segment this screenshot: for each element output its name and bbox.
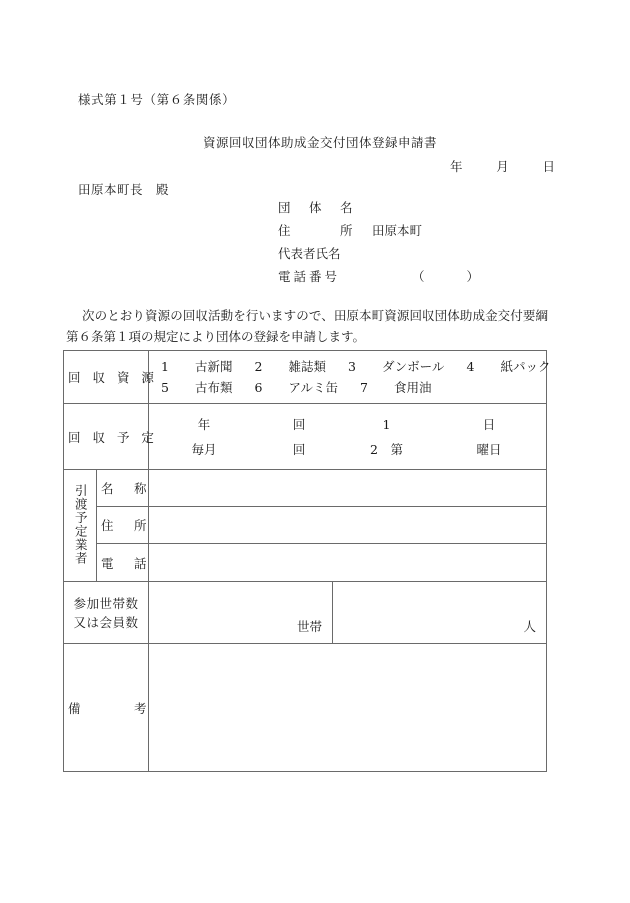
handover-name-value[interactable] — [149, 470, 547, 507]
schedule-month-label: 毎月 — [191, 442, 217, 457]
table-row-resources — [64, 351, 547, 404]
addressee: 田原本町長 殿 — [78, 182, 170, 197]
resource-name-4: 紙パック — [500, 359, 551, 374]
household-count-cell[interactable] — [149, 582, 333, 644]
handover-vertical-label — [64, 470, 97, 582]
resources-label: 回 収 資 源 — [64, 351, 149, 404]
schedule-count-label-2: 回 — [292, 442, 306, 457]
table-row-households — [64, 582, 547, 644]
resource-num-2: 2 — [254, 359, 263, 374]
resource-num-7: 7 — [360, 380, 368, 395]
remarks-value[interactable] — [149, 644, 547, 772]
resources-line-1 — [161, 356, 551, 377]
table-row-handover-name — [64, 470, 547, 507]
table-row-handover-phone — [64, 544, 547, 582]
resource-name-6: アルミ缶 — [288, 380, 339, 395]
households-label-line-1: 参加世帯数 — [73, 595, 139, 611]
resource-num-5: 5 — [161, 380, 169, 395]
application-table — [63, 350, 551, 772]
resources-line-2 — [161, 377, 546, 398]
address-label: 住 所 — [278, 223, 356, 238]
date-month-label: 月 — [496, 159, 509, 174]
address-value[interactable]: 田原本町 — [372, 223, 423, 238]
schedule-option-2: 2 第 — [370, 442, 403, 457]
phone-open-paren: （ — [412, 269, 425, 284]
schedule-row-yearly — [149, 412, 546, 437]
handover-phone-label: 電 話 — [97, 544, 149, 582]
applicant-representative-row — [278, 242, 479, 265]
applicant-phone-row — [278, 265, 479, 288]
handover-label-text: 引渡予定業者 — [73, 483, 89, 565]
phone-label: 電話番号 — [278, 269, 341, 284]
handover-phone-value[interactable] — [149, 544, 547, 582]
resource-name-5: 古布類 — [195, 380, 233, 395]
member-count-unit: 人 — [523, 618, 537, 634]
resource-num-6: 6 — [254, 380, 263, 395]
body-paragraph: 次のとおり資源の回収活動を行いますので、田原本町資源回収団体助成金交付要綱第６条第１項の規定により団体の登録を申請します。 — [66, 308, 548, 344]
resource-num-3: 3 — [348, 359, 356, 374]
resource-name-7: 食用油 — [394, 380, 432, 395]
table-row-schedule — [64, 404, 547, 470]
resource-name-3: ダンボール — [382, 359, 445, 374]
schedule-label: 回 収 予 定 — [64, 404, 149, 470]
form-code: 様式第１号（第６条関係） — [78, 92, 236, 107]
member-count-cell[interactable] — [333, 582, 547, 644]
org-name-label: 団 体 名 — [278, 200, 356, 215]
handover-name-label: 名 称 — [97, 470, 149, 507]
date-line — [450, 157, 555, 175]
applicant-org-name-row — [278, 196, 479, 219]
resources-cell[interactable] — [149, 351, 551, 404]
schedule-count-label-1: 回 — [292, 417, 306, 432]
handover-address-label: 住 所 — [97, 507, 149, 544]
date-year-label: 年 — [450, 159, 463, 174]
schedule-option-1: 1 — [382, 416, 391, 432]
schedule-day-label: 日 — [482, 417, 496, 432]
household-count-unit: 世帯 — [297, 618, 323, 634]
page-title: 資源回収団体助成金交付団体登録申請書 — [202, 135, 437, 150]
schedule-weekday-label: 曜日 — [476, 442, 502, 457]
phone-close-paren: ） — [466, 269, 480, 284]
date-day-label: 日 — [542, 159, 555, 174]
handover-address-value[interactable] — [149, 507, 547, 544]
resource-num-4: 4 — [466, 359, 475, 374]
schedule-year-label: 年 — [197, 417, 211, 432]
remarks-label: 備 考 — [64, 644, 149, 772]
applicant-address-row — [278, 219, 479, 242]
table-row-remarks — [64, 644, 547, 772]
households-label-line-2: 又は会員数 — [73, 614, 139, 630]
resource-name-2: 雑誌類 — [288, 359, 327, 374]
resource-name-1: 古新聞 — [195, 359, 233, 374]
representative-label: 代表者氏名 — [278, 246, 341, 261]
applicant-block — [278, 196, 479, 288]
resource-num-1: 1 — [161, 359, 169, 374]
schedule-row-monthly — [149, 437, 546, 462]
table-row-handover-address — [64, 507, 547, 544]
households-label — [64, 582, 149, 644]
schedule-cell[interactable] — [149, 404, 547, 470]
